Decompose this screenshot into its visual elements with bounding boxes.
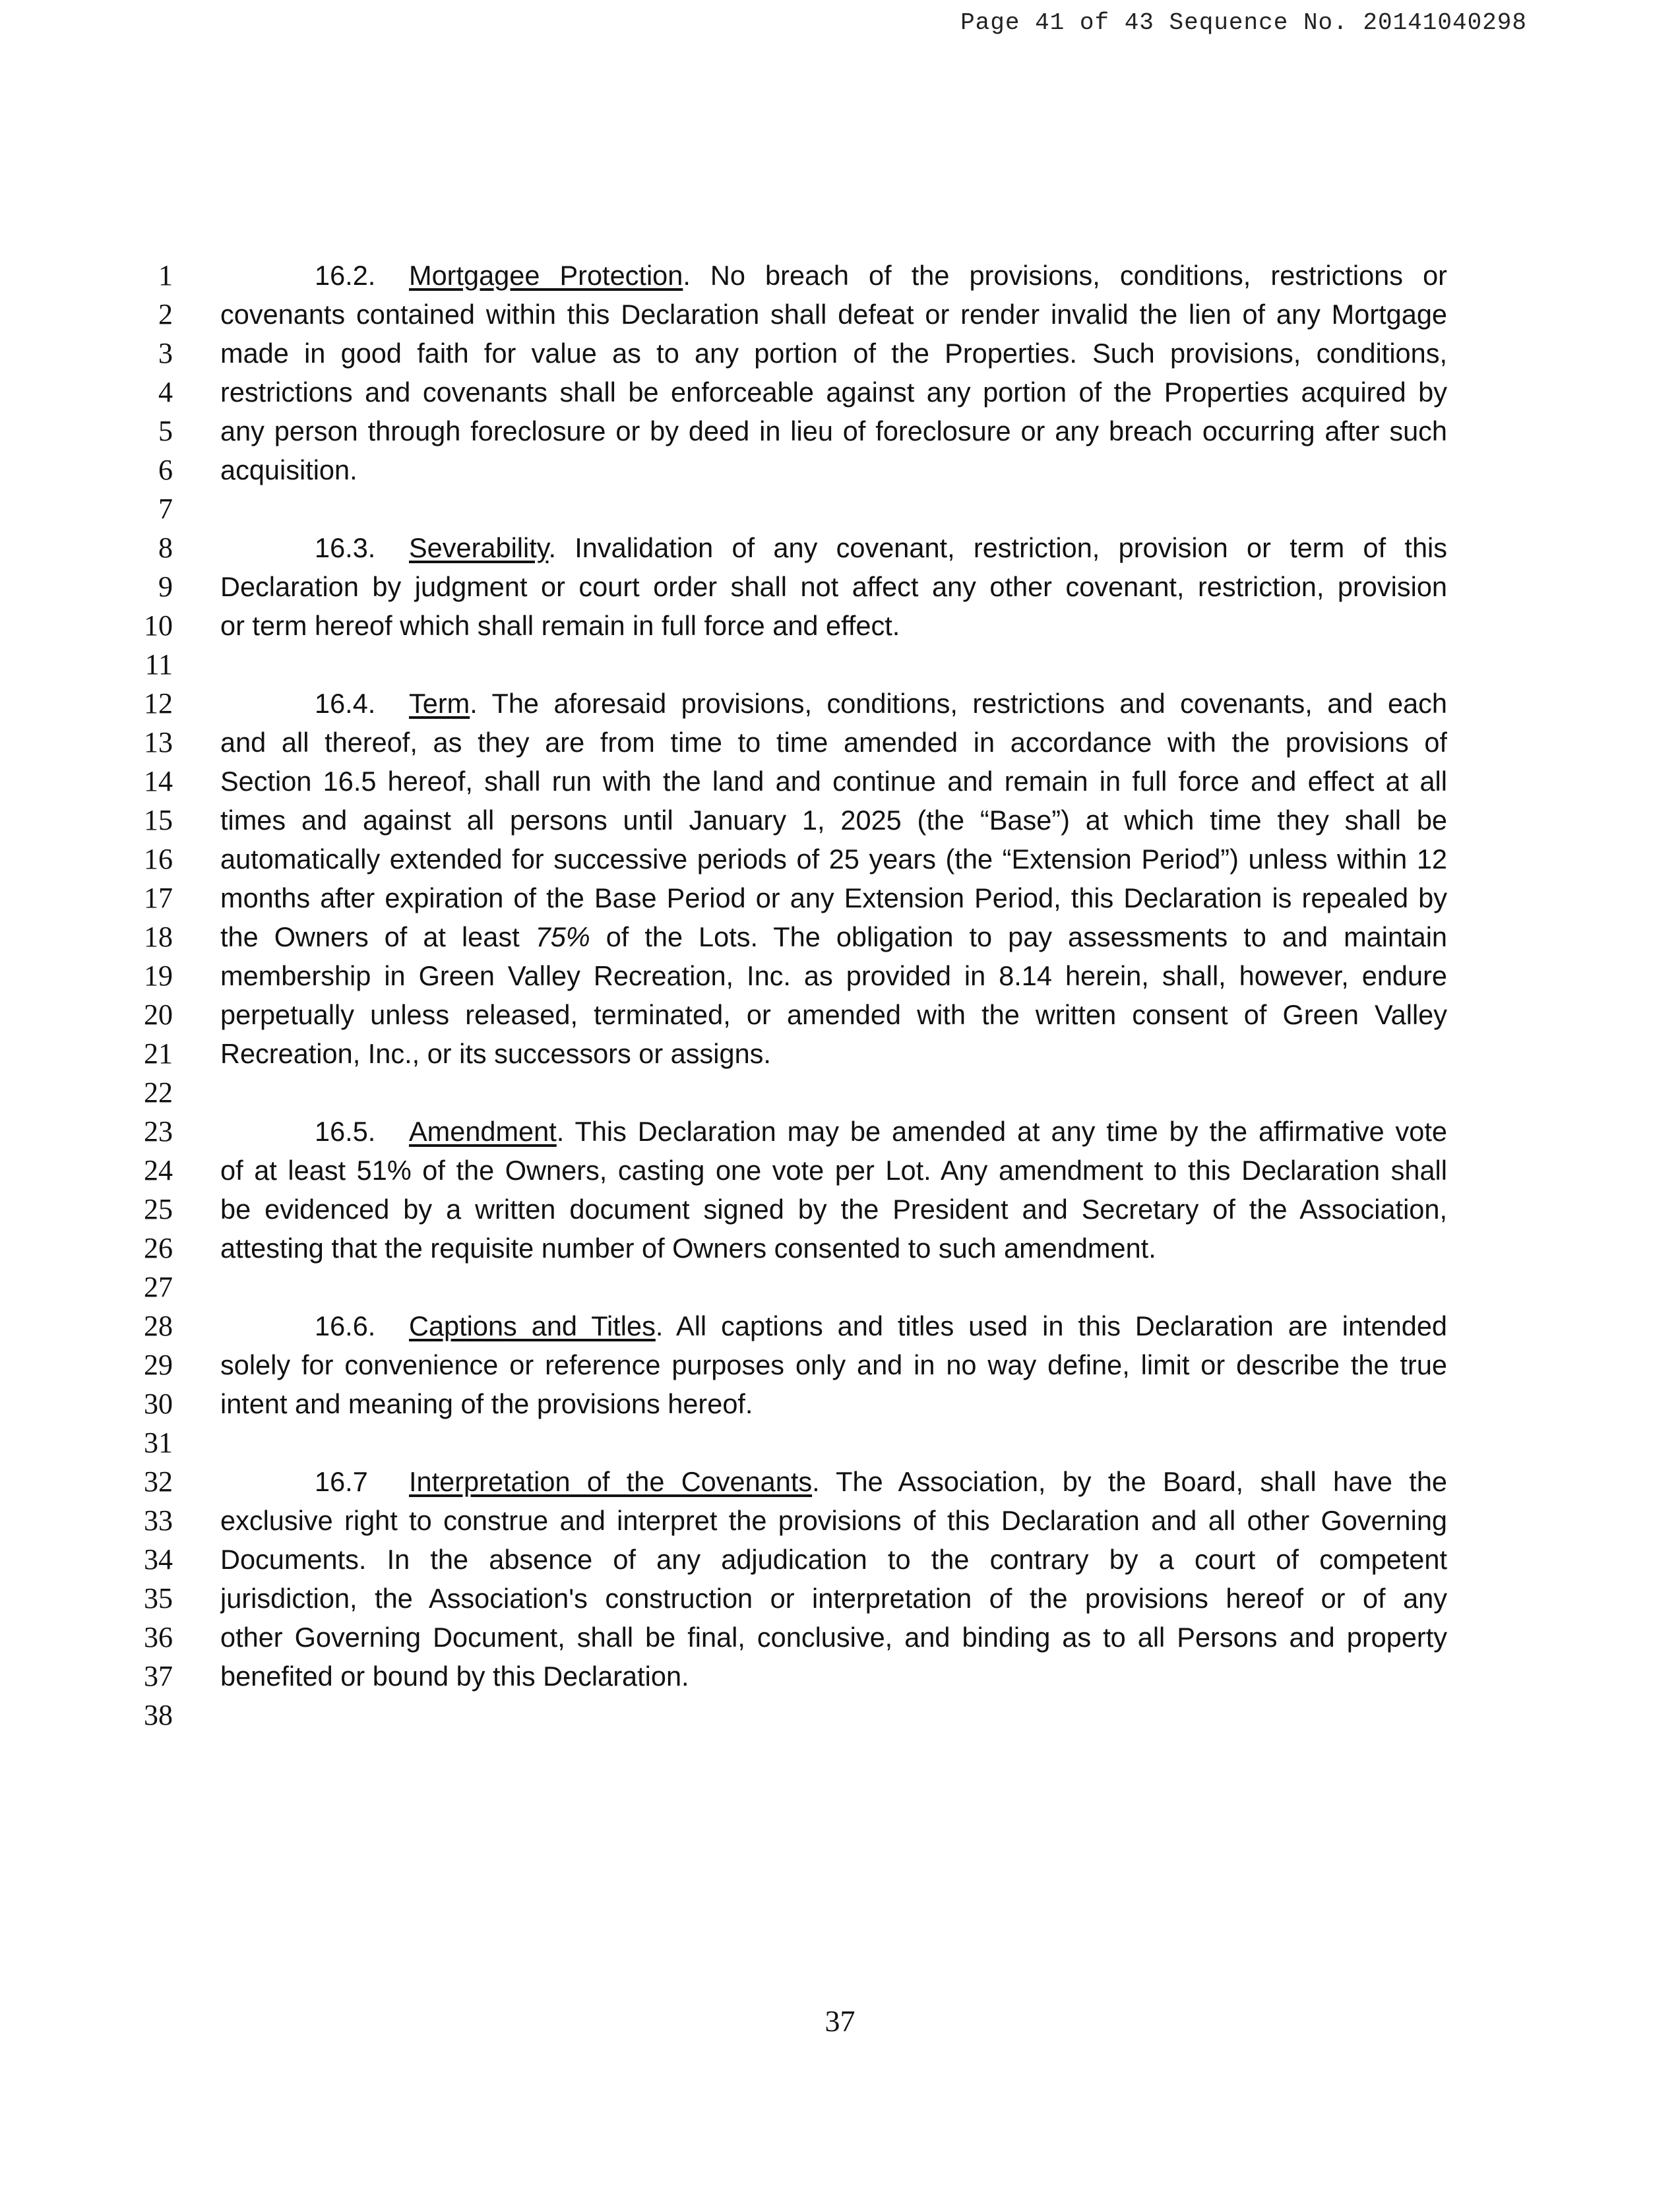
line-number: 21 [144,1037,173,1070]
text-line: Recreation, Inc., or its successors or assigns. [220,1038,771,1069]
line-number: 7 [158,493,173,525]
section-title: Amendment [409,1116,557,1147]
line-number-row [0,1268,1680,1306]
line-number: 20 [144,998,173,1031]
text-line [0,1112,1680,1151]
line-number: 25 [144,1193,173,1225]
line-number: 29 [144,1349,173,1381]
text-line: be evidenced by a written document signed by the President and Secretary of the Association, [220,1194,1447,1225]
section-title: Severability [409,532,549,563]
line-number: 3 [158,337,173,369]
line-number: 32 [144,1465,173,1498]
section-text: . The Association, by the Board, shall have the [812,1466,1447,1497]
line-number: 38 [144,1699,173,1731]
line-number: 6 [158,454,173,486]
section-title: Captions and Titles [409,1310,656,1341]
text-line [0,528,1680,567]
line-number: 26 [144,1232,173,1264]
line-number: 36 [144,1621,173,1653]
line-number: 8 [158,532,173,564]
page-number: 37 [824,2004,856,2038]
text-line: Section 16.5 hereof, shall run with the land and continue and remain in full force and effect at all [220,766,1447,797]
line-number-row [0,489,1680,528]
page-header: Page 41 of 43 Sequence No. 20141040298 [960,9,1527,36]
text-line: exclusive right to construe and interpret the provisions of this Declaration and all other Governing [220,1505,1447,1536]
line-number: 18 [144,921,173,953]
text-line: benefited or bound by this Declaration. [220,1661,689,1692]
line-number: 1 [158,259,173,291]
line-number-row [0,645,1680,684]
section-title: Mortgagee Protection [409,260,683,291]
text-line: made in good faith for value as to any portion of the Properties. Such provisions, conditions, [220,338,1447,369]
line-number: 16 [144,843,173,875]
text-line: times and against all persons until January 1, 2025 (the “Base”) at which time they shall be [220,805,1447,836]
text-line: covenants contained within this Declaration shall defeat or render invalid the lien of any Mortgage [220,299,1447,330]
line-number: 34 [144,1543,173,1576]
text-line [0,256,1680,295]
line-number: 31 [144,1426,173,1459]
line-number: 23 [144,1115,173,1148]
text-line: solely for convenience or reference purposes only and in no way define, limit or describe the true [220,1349,1447,1380]
text-line: attesting that the requisite number of Owners consented to such amendment. [220,1233,1156,1264]
text-line: perpetually unless released, terminated, or amended with the written consent of Green Valley [220,999,1447,1030]
line-number: 33 [144,1504,173,1537]
line-number: 14 [144,765,173,797]
section-title: Term [409,688,470,719]
text-line: Declaration by judgment or court order shall not affect any other covenant, restriction, provision [220,571,1447,602]
section-number: 16.3. [315,532,376,563]
text-line: other Governing Document, shall be final, conclusive, and binding as to all Persons and property [220,1622,1447,1653]
section-text: . All captions and titles used in this Declaration are intended [655,1310,1447,1341]
line-number: 9 [158,570,173,603]
percentage: 75% [535,921,590,952]
text-line [0,1462,1680,1501]
text-line: acquisition. [220,454,358,485]
text-line: jurisdiction, the Association's construction or interpretation of the provisions hereof or of any [220,1583,1447,1614]
text-line: membership in Green Valley Recreation, Inc. as provided in 8.14 herein, shall, however, endure [220,960,1447,991]
line-number: 15 [144,804,173,836]
line-number: 10 [144,609,173,642]
line-number: 28 [144,1310,173,1342]
text-line: of at least 51% of the Owners, casting one vote per Lot. Any amendment to this Declaration shall [220,1155,1447,1186]
section-number: 16.4. [315,688,376,719]
section-number: 16.7 [315,1466,368,1497]
line-number-row [0,1073,1680,1112]
line-number: 24 [144,1154,173,1186]
text-line: or term hereof which shall remain in full force and effect. [220,610,900,641]
line-number: 5 [158,415,173,447]
line-number: 37 [144,1660,173,1692]
section-title: Interpretation of the Covenants [409,1466,813,1497]
line-number: 35 [144,1582,173,1614]
text-line [0,1306,1680,1345]
line-number: 19 [144,960,173,992]
text-line: and all thereof, as they are from time to time amended in accordance with the provisions of [220,727,1447,758]
section-number: 16.5. [315,1116,376,1147]
section-number: 16.2. [315,260,376,291]
section-text: . No breach of the provisions, conditions, restrictions or [683,260,1447,291]
text-line: intent and meaning of the provisions hereof. [220,1388,753,1419]
text-line: restrictions and covenants shall be enforceable against any portion of the Properties acquired by [220,377,1447,408]
line-number: 22 [144,1076,173,1109]
line-number: 2 [158,298,173,330]
line-number: 11 [144,648,173,681]
section-text: . The aforesaid provisions, conditions, restrictions and covenants, and each [470,688,1447,719]
line-number: 4 [158,376,173,408]
text-line: any person through foreclosure or by deed in lieu of foreclosure or any breach occurring after such [220,415,1447,446]
line-number: 12 [144,687,173,720]
text-line: the Owners of at least 75% of the Lots. The obligation to pay assessments to and maintain [220,921,1447,952]
line-number-row [0,1696,1680,1734]
line-number: 17 [144,882,173,914]
text-line [0,684,1680,723]
text-line: months after expiration of the Base Period or any Extension Period, this Declaration is repealed by [220,882,1447,913]
line-number-row [0,1423,1680,1462]
section-text: . This Declaration may be amended at any time by the affirmative vote [556,1116,1447,1147]
line-number: 30 [144,1388,173,1420]
text-line: automatically extended for successive periods of 25 years (the “Extension Period”) unless within 12 [220,843,1447,874]
line-number: 13 [144,726,173,758]
section-text: . Invalidation of any covenant, restriction, provision or term of this [548,532,1447,563]
text-line: Documents. In the absence of any adjudication to the contrary by a court of competent [220,1544,1447,1575]
section-number: 16.6. [315,1310,376,1341]
line-number: 27 [144,1271,173,1303]
